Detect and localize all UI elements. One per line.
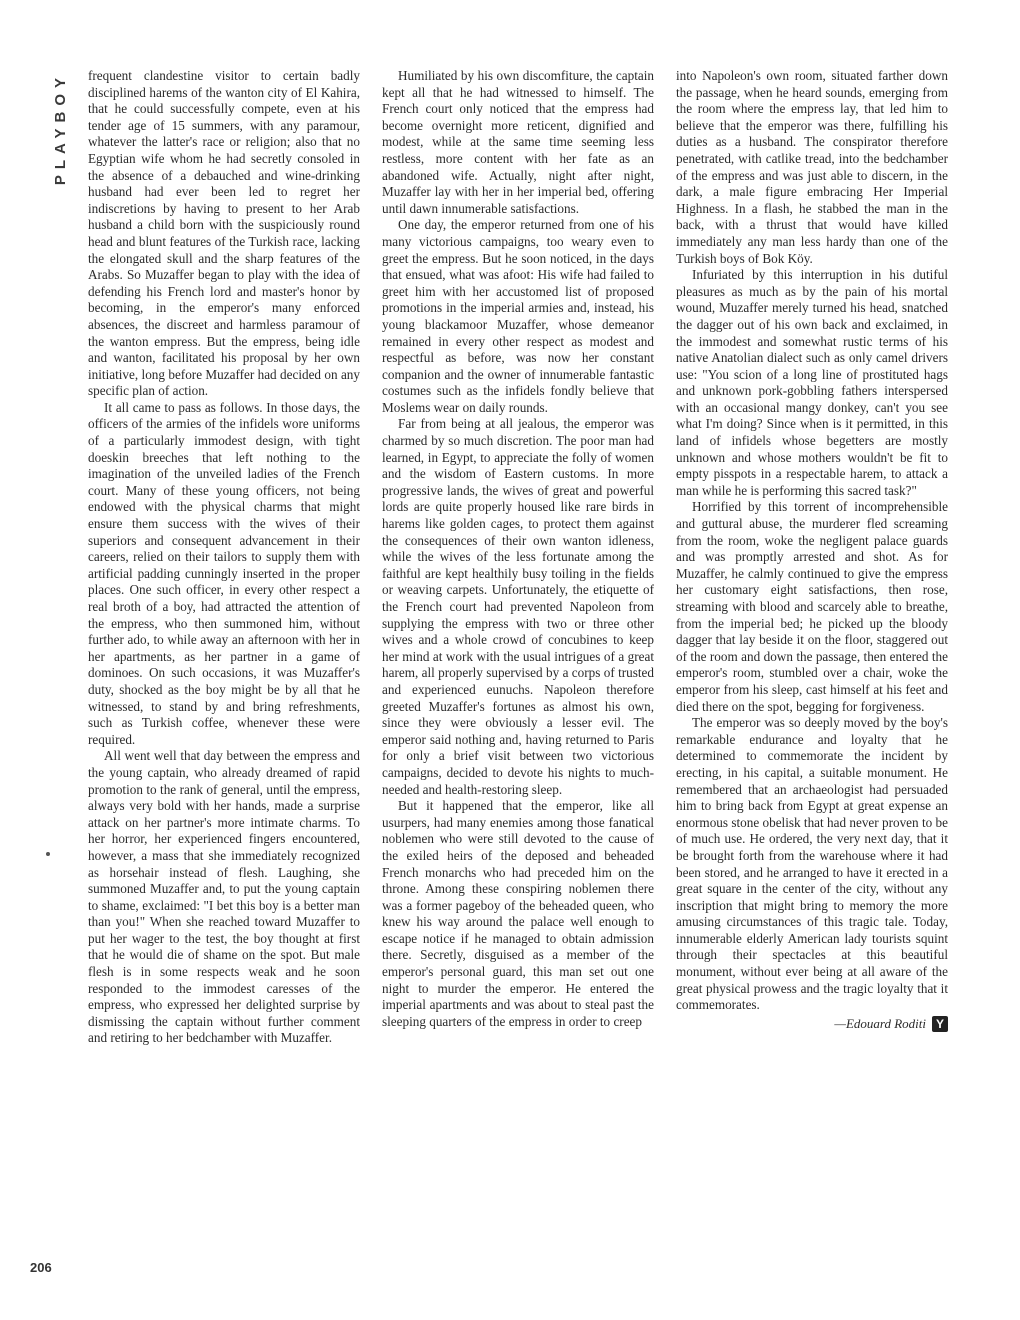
paragraph: All went well that day between the empress and the young captain, who already dreamed of rapid promotion to the rank of general, until the empress, always very bold with her hands, made a surprise attack on her partner's more intimate charms. To her horror, her experienced fingers encountered, however, a mass that she immediately recognized as horsehair instead of flesh. Laughing, she summoned Muzaffer and, to put the young captain to shame, exclaimed: "I bet this boy is a better man than you!" When she reached toward Muzaffer to put her wager to the test, the boy thought at first that he would die of shame on the spot. But male flesh is in some respects weak and he soon responded to the immodest caresses of the empress, who expressed her delighted surprise by dismissing the captain without further comment and retiring to her bedchamber with Muzaffer.	[88, 748, 360, 1046]
page-number: 206	[30, 1260, 52, 1275]
paragraph: One day, the emperor returned from one of his many victorious campaigns, too weary even to greet the empress. But he soon noticed, in the days that ensued, what was afoot: His wife had failed to greet him with her accustomed list of proposed promotions in the imperial armies and, instead, his young blackamoor Muzaffer, whose demeanor remained in every other respect as modest and respectful as before, was now her constant companion and the owner of innumerable fantastic costumes such as the infidels fondly believe that Moslems wear on daily rounds.	[382, 217, 654, 415]
magazine-name: PLAYBOY	[52, 72, 69, 186]
paragraph: But it happened that the emperor, like all usurpers, had many enemies among those fanatical noblemen who were still devoted to the cause of the exiled heirs of the deposed and beheaded French monarchs who had preceded him on the throne. Among these conspiring noblemen there was a former pageboy of the beheaded queen, who knew his way around the palace well enough to escape notice if he managed to obtain admission there. Secretly, disguised as a member of the emperor's personal guard, this man set out one night to murder the emperor. He entered the imperial apartments and was about to steal past the sleeping quarters of the empress in order to creep	[382, 798, 654, 1029]
article-column-2	[382, 68, 654, 1030]
paragraph: Humiliated by his own discomfiture, the captain kept all that he had witnessed to himself. The French court only noticed that the empress had become overnight more reticent, dignified and modest, while at the same time seeming less restless, more content with her fate as an abandoned wife. Actually, night after night, Muzaffer lay with her in her imperial bed, offering until dawn innumerable satisfactions.	[382, 68, 654, 216]
paragraph: Horrified by this torrent of incomprehensible and guttural abuse, the murderer fled screaming from the room, woke the negligent palace guards and was promptly arrested and shot. As for Muzaffer, he calmly continued to give the empress her customary eight satisfactions, then rose, streaming with blood and scarcely able to breathe, from the imperial bed; he picked up the bloody dagger that lay beside it on the floor, staggered out of the room and down the passage, then entered the emperor's room, stumbled over a chair, woke the emperor from his sleep, cast himself at his feet and died there on the spot, begging for forgiveness.	[676, 499, 948, 714]
margin-dot	[46, 852, 50, 856]
end-mark-icon: Y	[932, 1016, 948, 1032]
author-byline: —Edouard Roditi	[834, 1015, 926, 1031]
paragraph: Far from being at all jealous, the emperor was charmed by so much discretion. The poor man had learned, in Egypt, to appreciate the folly of women and the wisdom of Eastern customs. In more progressive lands, the wives of great and powerful lords are quite properly housed like rare birds in harems like golden cages, to protect them against the consequences of their own wanton idleness, while the wives of the less fortunate among the faithful are kept healthily busy toiling in the fields or weaving carpets. Unfortunately, the etiquette of the French court had prevented Napoleon from supplying the empress with two or three other wives and a whole crowd of concubines to keep her mind at work with the usual intrigues of a great harem, all properly supervised by a corps of trusted and experienced eunuchs. Napoleon therefore greeted Muzaffer's fortunes as almost his own, since they were obviously a lesser evil. The emperor said nothing and, having returned to Paris for only a brief visit between two victorious campaigns, decided to devote his nights to much-needed and health-restoring sleep.	[382, 416, 654, 797]
paragraph: into Napoleon's own room, situated farther down the passage, when he heard sounds, emerging from the room where the empress lay, that led him to believe that the emperor was there, fulfilling his duties as a husband. The conspirator therefore penetrated, with catlike tread, into the bedchamber of the empress and was just able to discern, in the dark, a male figure embracing Her Imperial Highness. In a flash, he stabbed the man in the back, with a thrust that would have killed immediately any man less hardy than one of the Turkish boys of Bok Köy.	[676, 68, 948, 266]
article-column-3	[676, 68, 948, 1032]
article-column-1	[88, 68, 360, 1047]
byline-row	[676, 1016, 948, 1033]
paragraph: It all came to pass as follows. In those days, the officers of the armies of the infidels wore uniforms of a particularly immodest design, with tight doeskin breeches that left nothing to the imagination of the unveiled ladies of the French court. Many of these young officers, not being endowed with the physical charms that might ensure them success with the wives of their superiors and consequent advancement in their careers, relied on their tailors to supply them with artificial padding cunningly inserted in the proper places. One such officer, in every other respect a real broth of a boy, had attracted the attention of the empress, who then summoned him, without further ado, to while away an afternoon with her in her apartments, as her partner in a game of dominoes. On such occasions, it was Muzaffer's duty, shocked as the boy might be by all that he witnessed, to stand by and bring refreshments, such as Turkish coffee, whenever these were required.	[88, 399, 360, 747]
paragraph: frequent clandestine visitor to certain badly disciplined harems of the wanton city of El Kahira, that he could successfully compete, even at his tender age of 15 summers, with any paramour, whatever the latter's race or religion; also that no Egyptian wife whom he had secretly consoled in the absence of a debauched and wine-drinking husband had ever been led to regret her indiscretions by having to present to her Arab husband a child born with the suspiciously round head and blunt features of the Turkish race, lacking the elongated skull and the sharp features of the Arabs. So Muzaffer began to play with the idea of defending his French lord and master's honor by becoming, in the emperor's many enforced absences, the discreet and harmless paramour of the wanton empress. But the empress, being idle and wanton, facilitated his proposal by her own initiative, long before Muzaffer had decided on any specific plan of action.	[88, 68, 360, 399]
paragraph: The emperor was so deeply moved by the boy's remarkable endurance and loyalty that he determined to commemorate the incident by erecting, in his capital, a suitable monument. He remembered that an archaeologist had persuaded him to bring back from Egypt at great expense an enormous stone obelisk that had never proven to be of much use. He ordered, the very next day, that it be brought forth from the warehouse where it had been stored, and he arranged to have it erected in a great square in the center of the city, without any inscription that might bring to memory the more amusing circumstances of this tragic tale. Today, innumerable elderly American lady tourists squint through their spectacles at this beautiful monument, without ever being at all aware of the great physical prowess and the tragic loyalty that it commemorates.	[676, 715, 948, 1013]
paragraph: Infuriated by this interruption in his dutiful pleasures as much as by the pain of his mortal wound, Muzaffer merely turned his head, snatched the dagger out of his own back and exclaimed, in the immodest and somewhat rustic terms of his native Anatolian dialect such as only camel drivers use: "You scion of a long line of prostituted hags and unknown pork-gobbling fathers interspersed with an occasional mangy donkey, can't you see what I'm doing? Since when is it permitted, in this land of infidels whose begetters are mostly unknown and whose mothers wouldn't be fit to empty pisspots in a respectable harem, to attack a man while he is performing this sacred task?"	[676, 267, 948, 498]
